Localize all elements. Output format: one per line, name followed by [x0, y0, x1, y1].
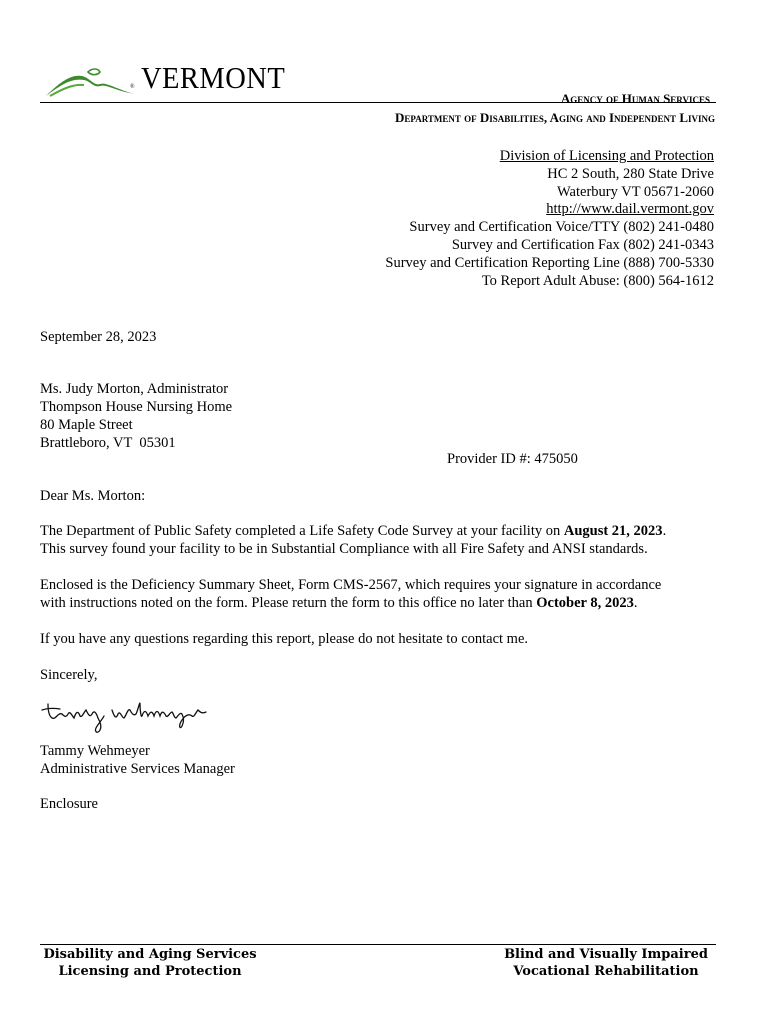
division-name: Division of Licensing and Protection	[499, 148, 714, 164]
fax-line: Survey and Certification Fax (802) 241-0343	[451, 236, 714, 253]
address-block	[385, 148, 714, 290]
letter-date: September 28, 2023	[40, 329, 157, 345]
p2-text-1: Enclosed is the Deficiency Summary Sheet, Form CMS-2567, which requires your signature in accordance	[40, 577, 662, 593]
recipient-name: Ms. Judy Morton, Administrator	[40, 381, 229, 397]
recipient-facility: Thompson House Nursing Home	[40, 399, 233, 415]
address-street: HC 2 South, 280 State Drive	[547, 165, 714, 182]
salutation: Dear Ms. Morton:	[40, 488, 146, 504]
signer-block	[40, 742, 235, 778]
abuse-line: To Report Adult Abuse: (800) 564-1612	[481, 272, 714, 289]
paragraph-survey	[40, 522, 740, 558]
handwritten-signature	[40, 696, 210, 736]
footer-left	[40, 946, 260, 980]
closing: Sincerely,	[40, 667, 98, 683]
p2-text-2: with instructions noted on the form. Please return the form to this office no later than	[40, 595, 537, 611]
department-name: Department of Disabilities, Aging and Independent Living	[395, 110, 715, 125]
signer-name: Tammy Wehmeyer	[40, 743, 150, 759]
p2-period: .	[633, 595, 638, 611]
paragraph-questions: If you have any questions regarding this report, please do not hesitate to contact me.	[40, 631, 529, 647]
registered-mark-icon: ®	[130, 84, 135, 90]
vermont-logo	[44, 60, 284, 102]
footer-right	[496, 946, 716, 980]
website-link[interactable]: http://www.dail.vermont.gov	[546, 201, 714, 218]
p1-compliance: This survey found your facility to be in Substantial Compliance with all Fire Safety and ANSI standards.	[40, 541, 648, 557]
address-city: Waterbury VT 05671-2060	[557, 183, 714, 200]
recipient-city: Brattleboro, VT 05301	[40, 435, 176, 451]
footer-divider	[40, 944, 716, 945]
recipient-block	[40, 380, 232, 452]
enclosure-note: Enclosure	[40, 796, 98, 812]
p1-text: The Department of Public Safety completed a Life Safety Code Survey at your facility on	[40, 523, 564, 539]
header-divider	[40, 102, 716, 103]
reporting-line: Survey and Certification Reporting Line (888) 700-5330	[385, 254, 714, 271]
vermont-mountain-icon	[44, 66, 136, 98]
footer-right-line-2: Vocational Rehabilitation	[513, 964, 699, 979]
signer-title: Administrative Services Manager	[40, 761, 235, 777]
paragraph-enclosed	[40, 576, 740, 612]
footer-left-line-2: Licensing and Protection	[58, 964, 242, 979]
provider-id: Provider ID #: 475050	[447, 451, 578, 467]
recipient-street: 80 Maple Street	[40, 417, 133, 433]
survey-date: August 21, 2023	[563, 523, 663, 539]
voice-line: Survey and Certification Voice/TTY (802) 241-0480	[409, 219, 714, 236]
logo-text: VERMONT	[141, 60, 286, 95]
agency-name: Agency of Human Services	[560, 91, 710, 106]
p1-period: .	[662, 523, 667, 539]
return-date: October 8, 2023	[536, 595, 634, 611]
footer-right-line-1: Blind and Visually Impaired	[504, 947, 708, 962]
footer-left-line-1: Disability and Aging Services	[43, 947, 257, 962]
